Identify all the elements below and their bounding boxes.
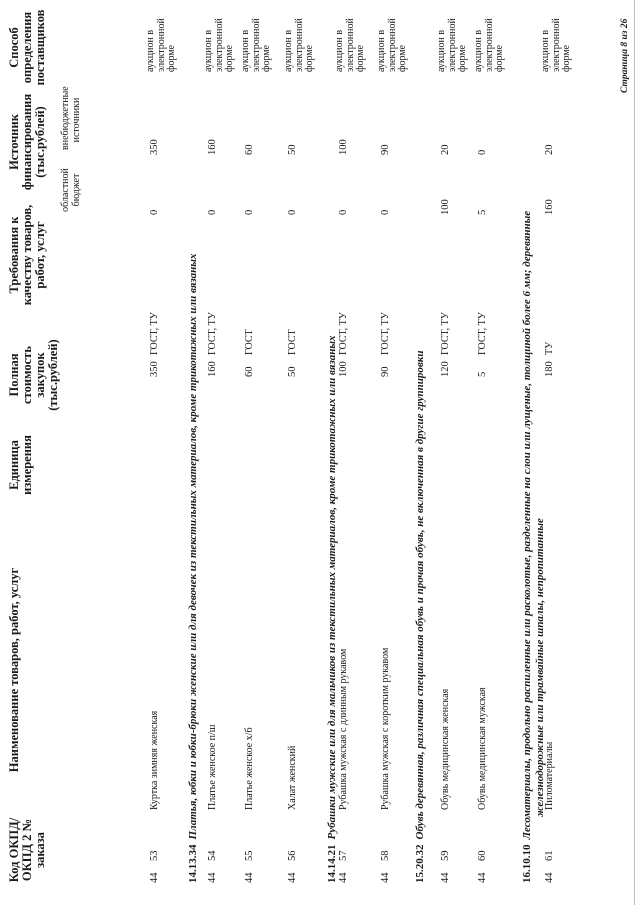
row-full-cost: 100: [338, 361, 349, 377]
row-offbudget: 60: [244, 144, 255, 155]
group-code: 14.13.34: [187, 844, 199, 883]
header-funding-regional: областной бюджет: [60, 168, 82, 212]
row-procurement-method: аукцион в электронной форме: [473, 18, 505, 72]
row-number: 60: [477, 850, 488, 861]
row-requirements: ГОСТ, ТУ: [207, 312, 218, 355]
row-full-cost: 160: [207, 361, 218, 377]
row-regional-budget: 160: [544, 199, 555, 215]
row-regional-budget: 0: [207, 209, 218, 215]
row-number: 55: [244, 850, 255, 861]
group-header: [414, 351, 426, 883]
row-full-cost: 350: [149, 361, 160, 377]
row-requirements: ГОСТ, ТУ: [149, 312, 160, 355]
group-header: [187, 254, 199, 883]
header-name: Наименование товаров, работ, услуг: [7, 567, 21, 773]
header-funding-offbudget: внебюджетные источники: [60, 86, 82, 150]
row-offbudget: 20: [440, 144, 451, 155]
row-item-name: Рубашка мужская с коротким рукавом: [380, 647, 391, 810]
row-regional-budget: 0: [149, 209, 160, 215]
row-number: 53: [149, 850, 160, 861]
row-offbudget: 0: [477, 149, 488, 155]
group-code: 15.20.32: [414, 844, 426, 883]
row-number: 56: [287, 850, 298, 861]
row-procurement-method: аукцион в электронной форме: [145, 18, 177, 72]
row-regional-budget: 5: [477, 209, 488, 215]
row-full-cost: 60: [244, 366, 255, 377]
group-title: Платья, юбки и юбки-брюки женские или для девочек из текстильных материалов, кроме трикотажных или вязаных: [187, 253, 199, 840]
row-number: 61: [544, 850, 555, 861]
row-code: 44: [207, 872, 218, 883]
row-offbudget: 100: [338, 139, 349, 155]
row-requirements: ГОСТ, ТУ: [477, 312, 488, 355]
group-header: [326, 335, 338, 883]
row-code: 44: [287, 872, 298, 883]
row-code: 44: [244, 872, 255, 883]
row-requirements: ГОСТ, ТУ: [338, 312, 349, 355]
row-procurement-method: аукцион в электронной форме: [436, 18, 468, 72]
group-title: Рубашки мужские или для мальчиков из текстильных материалов, кроме трикотажных или вязаных: [326, 335, 338, 840]
row-procurement-method: аукцион в электронной форме: [203, 18, 235, 72]
row-full-cost: 5: [477, 371, 488, 377]
row-item-name: Платье женское х/б: [244, 727, 255, 810]
row-procurement-method: аукцион в электронной форме: [376, 18, 408, 72]
group-code: 16.10.10: [521, 844, 533, 883]
group-code: 14.14.21: [326, 844, 338, 883]
row-item-name: Обувь медицинская мужская: [477, 687, 488, 810]
row-requirements: ГОСТ: [287, 329, 298, 355]
row-item-name: Халат женский: [287, 745, 298, 810]
row-code: 44: [440, 872, 451, 883]
row-full-cost: 120: [440, 361, 451, 377]
row-requirements: ГОСТ, ТУ: [440, 312, 451, 355]
row-code: 44: [544, 872, 555, 883]
row-item-name: Рубашка мужская с длинным рукавом: [338, 648, 349, 810]
header-code: Код ОКПД/ ОКПД 2 № заказа: [7, 817, 47, 883]
row-code: 44: [477, 872, 488, 883]
page-edge: [634, 0, 635, 905]
row-full-cost: 90: [380, 366, 391, 377]
row-regional-budget: 0: [338, 209, 349, 215]
row-item-name: Пиломатериалы: [544, 741, 555, 810]
header-funding: Источник финансирования (тыс.рублей): [7, 93, 47, 191]
row-procurement-method: аукцион в электронной форме: [240, 18, 272, 72]
header-requirements: Требования к качеству товаров, работ, услуг: [7, 204, 47, 306]
row-offbudget: 160: [207, 139, 218, 155]
row-regional-budget: 0: [380, 209, 391, 215]
row-regional-budget: 100: [440, 199, 451, 215]
row-item-name: Платье женское п/ш: [207, 724, 218, 810]
row-code: 44: [380, 872, 391, 883]
row-code: 44: [338, 872, 349, 883]
row-requirements: ТУ: [544, 341, 555, 355]
row-regional-budget: 0: [287, 209, 298, 215]
row-number: 54: [207, 850, 218, 861]
group-header: [521, 211, 533, 883]
group-title: Лесоматериалы, продольно распиленные или расколотые, разделенные на слои или лущеные, толщиной более 6 мм; деревянные: [521, 210, 533, 840]
row-code: 44: [149, 872, 160, 883]
row-number: 59: [440, 850, 451, 861]
row-number: 58: [380, 850, 391, 861]
row-offbudget: 50: [287, 144, 298, 155]
row-item-name: Обувь медицинская женская: [440, 688, 451, 810]
header-full-cost: Полная стоимость закупок (тыс.рублей): [7, 339, 60, 411]
row-offbudget: 20: [544, 144, 555, 155]
row-procurement-method: аукцион в электронной форме: [334, 18, 366, 72]
row-full-cost: 180: [544, 361, 555, 377]
row-requirements: ГОСТ, ТУ: [380, 312, 391, 355]
row-requirements: ГОСТ: [244, 329, 255, 355]
row-full-cost: 50: [287, 366, 298, 377]
header-method: Способ определения поставщиков: [7, 9, 47, 86]
group-title: Обувь деревянная, различная специальная обувь и прочая обувь, не включенная в другие группировки: [414, 350, 426, 840]
row-offbudget: 350: [149, 139, 160, 155]
row-offbudget: 90: [380, 144, 391, 155]
header-unit: Единица измерения: [7, 435, 34, 495]
row-item-name: Куртка зимняя женская: [149, 710, 160, 810]
group-title-continued: железнодорожные или трамвайные шпалы, непропитанные: [534, 518, 546, 817]
row-procurement-method: аукцион в электронной форме: [540, 18, 572, 72]
row-number: 57: [338, 850, 349, 861]
row-regional-budget: 0: [244, 209, 255, 215]
row-procurement-method: аукцион в электронной форме: [283, 18, 315, 72]
page-footer: Страница 8 из 26: [620, 18, 630, 93]
